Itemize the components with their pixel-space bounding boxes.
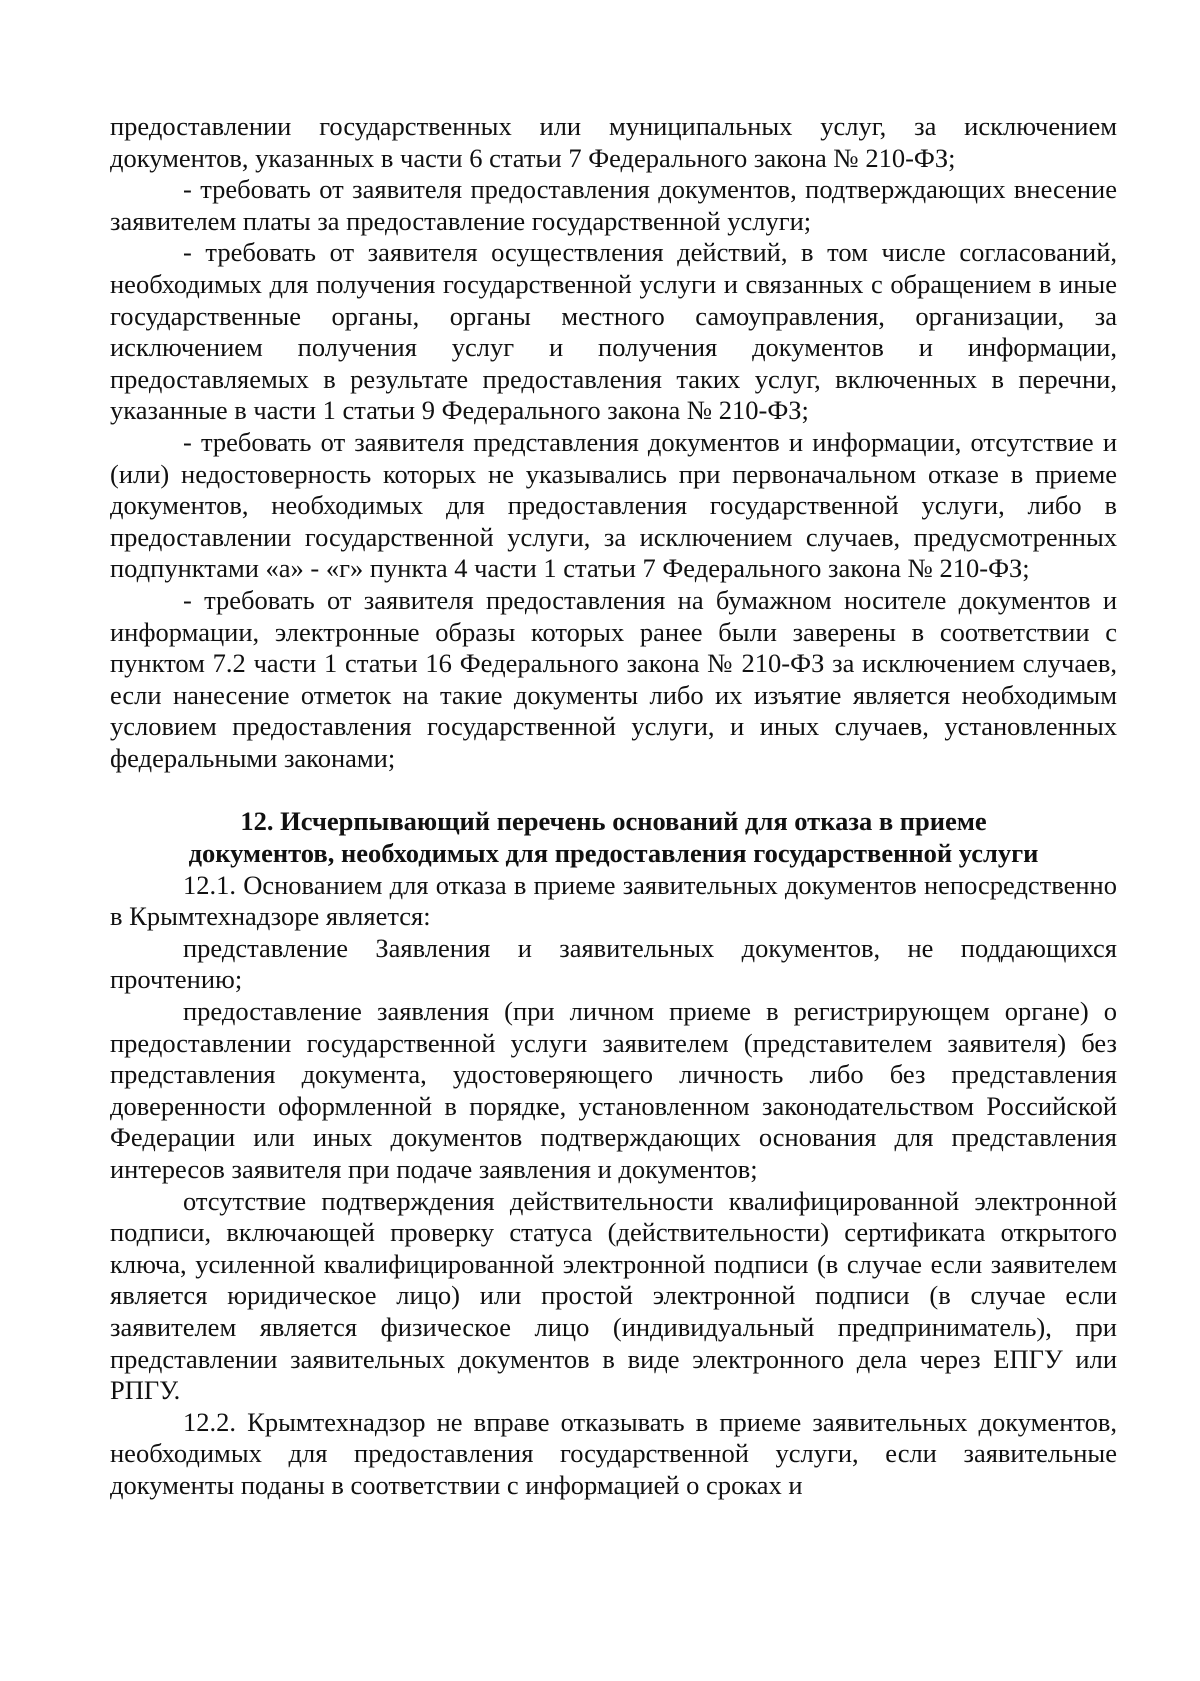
section-heading-line-2: документов, необходимых для предоставления государственной услуги	[188, 838, 1039, 869]
list-item-actions-approvals: - требовать от заявителя осуществления действий, в том числе согласований, необходимых для получения государственной услуги и связанных с обращением в иные государственные органы, органы местного самоуправления, организации, за исключением получения услуг и получения документов и информации, предоставляемых в результате предоставления таких услуг, включенных в перечни, указанные в части 1 статьи 9 Федерального закона № 210-ФЗ;	[110, 237, 1117, 426]
list-item-missing-documents: - требовать от заявителя представления документов и информации, отсутствие и (или) недостоверность которых не указывались при первоначальном отказе в приеме документов, необходимых для предоставления государственной услуги, либо в предоставлении государственной услуги, за исключением случаев, предусмотренных подпунктами «а» - «г» пункта 4 части 1 статьи 7 Федерального закона № 210-ФЗ;	[110, 426, 1117, 584]
list-item-paper-documents: - требовать от заявителя предоставления на бумажном носителе документов и информации, электронные образы которых ранее были заверены в соответствии с пунктом 7.2 части 1 статьи 16 Федерального закона № 210-ФЗ за исключением случаев, если нанесение отметок на такие документы либо их изъятие является необходимым условием предоставления государственной услуги, и иных случаев, установленных федеральными законами;	[110, 584, 1117, 773]
paragraph-continuation: предоставлении государственных или муниципальных услуг, за исключением документов, указанных в части 6 статьи 7 Федерального закона № 210-ФЗ;	[110, 111, 1117, 173]
clause-12-1: 12.1. Основанием для отказа в приеме заявительных документов непосредственно в Крымтехнадзоре является:	[110, 869, 1117, 932]
clause-12-2: 12.2. Крымтехнадзор не вправе отказывать в приеме заявительных документов, необходимых для предоставления государственной услуги, если заявительные документы поданы в соответствии с информацией о сроках и	[110, 1406, 1117, 1500]
clause-ground-unreadable: представление Заявления и заявительных документов, не поддающихся прочтению;	[110, 932, 1117, 995]
section-heading	[110, 806, 1117, 869]
clause-ground-signature: отсутствие подтверждения действительности квалифицированной электронной подписи, включающей проверку статуса (действительности) сертификата открытого ключа, усиленной квалифицированной электронной подписи (в случае если заявителем является юридическое лицо) или простой электронной подписи (в случае если заявителем является физическое лицо (индивидуальный предприниматель), при представлении заявительных документов в виде электронного дела через ЕПГУ или РПГУ.	[110, 1185, 1117, 1406]
list-item-payment-documents: - требовать от заявителя предоставления документов, подтверждающих внесение заявителем платы за предоставление государственной услуги;	[110, 174, 1117, 236]
document-body	[110, 111, 1117, 1502]
section-heading-line-1: 12. Исчерпывающий перечень оснований для отказа в приеме	[240, 806, 987, 837]
clause-ground-no-identity: предоставление заявления (при личном приеме в регистрирующем органе) о предоставлении государственной услуги заявителем (представителем заявителя) без представления документа, удостоверяющего личность либо без представления доверенности оформленной в порядке, установленном законодательством Российской Федерации или иных документов подтверждающих основания для представления интересов заявителя при подаче заявления и документов;	[110, 996, 1117, 1184]
